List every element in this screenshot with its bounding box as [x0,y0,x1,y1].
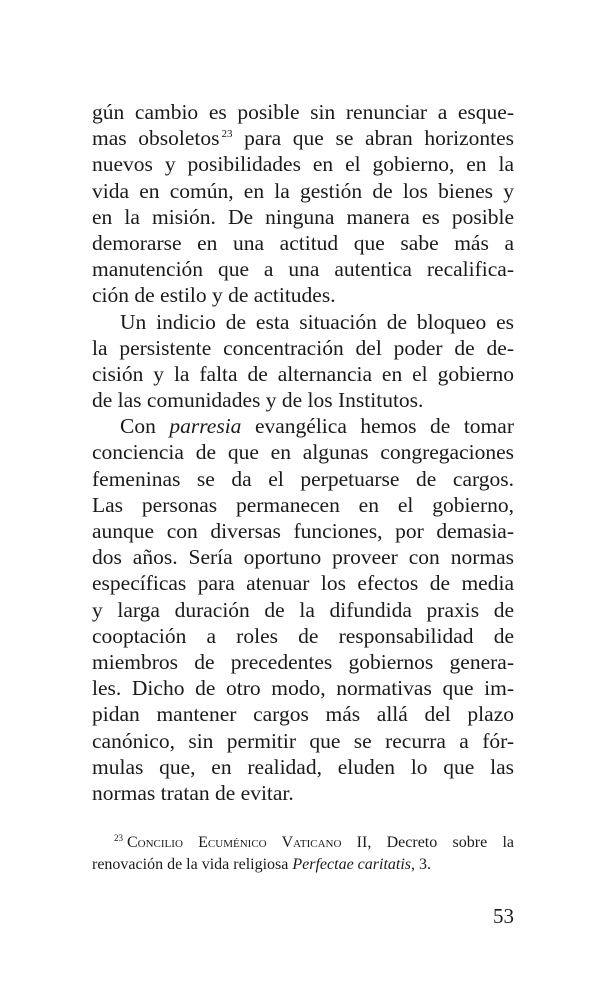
page-body [92,99,514,806]
italic-term: parresia [169,414,242,439]
text-line: ción de estilo y de actitudes. [92,283,336,308]
footnote-line [92,854,514,876]
text-line: normas tratan de evitar. [92,780,294,805]
text-line: Un indicio de esta situación de bloqueo es [120,309,514,334]
text-line: dos años. Sería oportuno proveer con normas [92,545,514,570]
text-line: pidan mantener cargos más allá del plazo [92,702,514,727]
footnote-reference[interactable]: 23 [221,128,233,141]
text-line: les. Dicho de otro modo, normativas que im- [92,676,514,701]
text-line: específicas para atenuar los efectos de media [92,571,514,596]
text-span: evangélica hemos de tomar [241,414,514,439]
text-line: femeninas se da el perpetuarse de cargos. [92,466,514,491]
footnote-author: Concilio Ecuménico Vaticano II [127,834,368,851]
text-line: miembros de precedentes gobiernos genera- [92,649,514,674]
text-line: gún cambio es posible sin renunciar a esque- [92,100,514,124]
text-line: vida en común, en la gestión de los bienes y [92,178,514,203]
text-span: , Decreto sobre la [367,834,514,851]
text-span: Con [120,414,170,439]
text-line: manutención que a una autentica recalifica- [92,257,514,282]
text-span: para que se abran horizontes [232,126,514,151]
document-title: Perfectae caritatis [292,856,412,873]
paragraph-3 [92,413,514,806]
footnote-number: 23 [114,832,123,843]
text-line: Las personas permanecen en el gobierno, [92,492,514,517]
text-line: la persistente concentración del poder de de- [92,335,514,360]
text-line: cooptación a roles de responsabilidad de [92,623,514,648]
paragraph-1 [92,99,514,309]
text-line: en la misión. De ninguna manera es posible [92,204,514,229]
text-line: conciencia de que en algunas congregaciones [92,440,514,465]
footnote-line [92,832,514,854]
text-line [92,125,514,151]
text-line: mulas que, en realidad, eluden lo que las [92,754,514,779]
paragraph-2 [92,309,514,414]
text-line: de las comunidades y de los Institutos. [92,388,424,413]
text-span: mas obsoletos [92,126,220,151]
text-line: aunque con diversas funciones, por demasia- [92,519,514,543]
text-line [92,413,514,439]
text-line: y larga duración de la difundida praxis de [92,597,514,622]
text-span: renovación de la vida religiosa [92,856,293,873]
footnote [92,832,514,876]
page-number: 53 [493,904,514,928]
text-line: demorarse en una actitud que sabe más a [92,230,514,255]
text-span: , 3. [411,856,432,873]
text-line: canónico, sin permitir que se recurra a fór- [92,728,514,753]
text-line: cisión y la falta de alternancia en el gobierno [92,361,514,386]
text-line: nuevos y posibilidades en el gobierno, en la [92,152,514,177]
